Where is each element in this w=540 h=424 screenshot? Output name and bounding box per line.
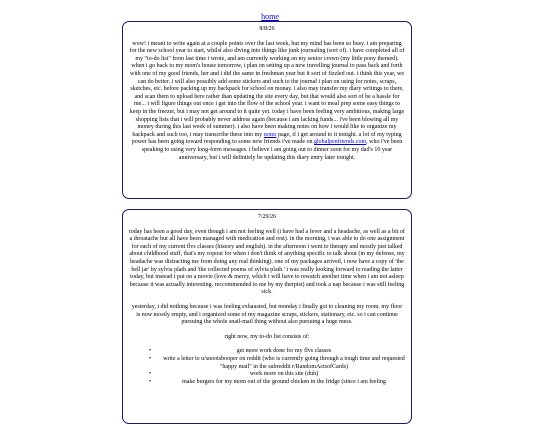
entry-paragraph: yesterday, i did nothing because i was feeling exhausted, but monday i finally got to cleaning my room. my floor is now mostly empty, and i organized some of my magazine scraps, stickers, stationary, etc. so i can continue pursuing the whole snail-mail thing without also pursuing a huge mess. xyxy=(131,303,403,326)
todo-item: • get more work done for my flvs classes xyxy=(149,348,405,356)
entry-text: page, if i get around to it tonight. a lot of my typing power has been going toward responding to some new friends i've made on xyxy=(131,131,402,146)
entry-date: 7/29/26 xyxy=(257,214,277,220)
home-nav xyxy=(0,0,540,22)
entry-body xyxy=(129,41,405,163)
todo-item: • work more on this site (duh) xyxy=(149,371,405,379)
entry-paragraph: right now, my to-do list consists of: xyxy=(224,333,310,340)
diary-entry-card xyxy=(122,209,412,424)
entry-text: wow! i meant to write again at a couple points over the last week, but my mind has been so busy. i am preparing for the new school year to start, whilst also diving into things like junk journaling (sort of). i have completed all of my "to-do list" from last time i wrote, and am currently working on my senior crown (my little pony themed). when i go back to my mom's house tomorrow, i plan on setting up a new travelling journal to pass back and forth with one of my good friends, her and i did the same in freshman year but it sort of fizzled out. i think this year, we can do better. i will also possibly add some stickers and such to the journal i plan on using for notes, scraps, sketches, etc. before packing up my backpack for school on monay. i also may transfer my diary writings to there, and scan them to upload here rather than updating the site every day, but that would also sort of be a hassle for me... i will figure things out once i get into the flow of the school year. i want to meal prep some easy things to keep in the freezer, but i may not get around to it quite yet. today i have been feeling very ambitious, making large shopping lists that i will probably never address again (because i am lacking funds... i've been blowing all my money during this last week of summer). i also have been making notes on how i would like to organize my backpack and such too, i may transcribe these into my xyxy=(129,40,405,138)
todo-list xyxy=(129,348,405,386)
todo-item: • write a letter to u/snootsbooper on reddit (who is currently going through a tough time and requested "happy mail" in the subreddit r/RandomActsofCards) xyxy=(149,356,405,371)
entry-text: , who i've been speaking to using very long-form messages. i believe i am going out to dinner soon for my dad's 10 year anniversary, but i will definitely be updating this diary entry later tonight. xyxy=(141,139,403,161)
entry-paragraph: today has been a good day, even though i am not feeling well (i have had a fever and a headache, as well as a bit of a throatache but all have been managed with medication and rest). in the morning, i was able to do one assignment for each of my current flvs classes (history and english). in the afternoon i went to therapy and mostly just talked about childhood stuff, that's my copout for when i don't think of anything specific to talk about (in my defense, my headache was distracting me from doing any real thinking). one of my packages arrived, i now have a copy of 'the bell jar' by sylvia plath and 'the collected poems of sylvia plath.' i was really looking forward to reading the latter today, but instead i put on a movie (love & mercy, which i will have to rewatch another time when i am not asleep because it was actually interesting. reccommended to me by my therpist) and took a nap because i was still feeling sick. xyxy=(129,228,405,296)
home-link[interactable]: home xyxy=(261,12,279,21)
globalpenfriends-link[interactable]: globalpenfriends.com xyxy=(313,139,367,146)
todo-item: • make burgers for my mom out of the ground chicken in the fridge (since i am feeling xyxy=(149,379,405,387)
diary-entry-card xyxy=(122,21,412,199)
notes-link[interactable]: notes xyxy=(263,131,277,138)
entry-date: 8/8/26 xyxy=(259,26,275,32)
